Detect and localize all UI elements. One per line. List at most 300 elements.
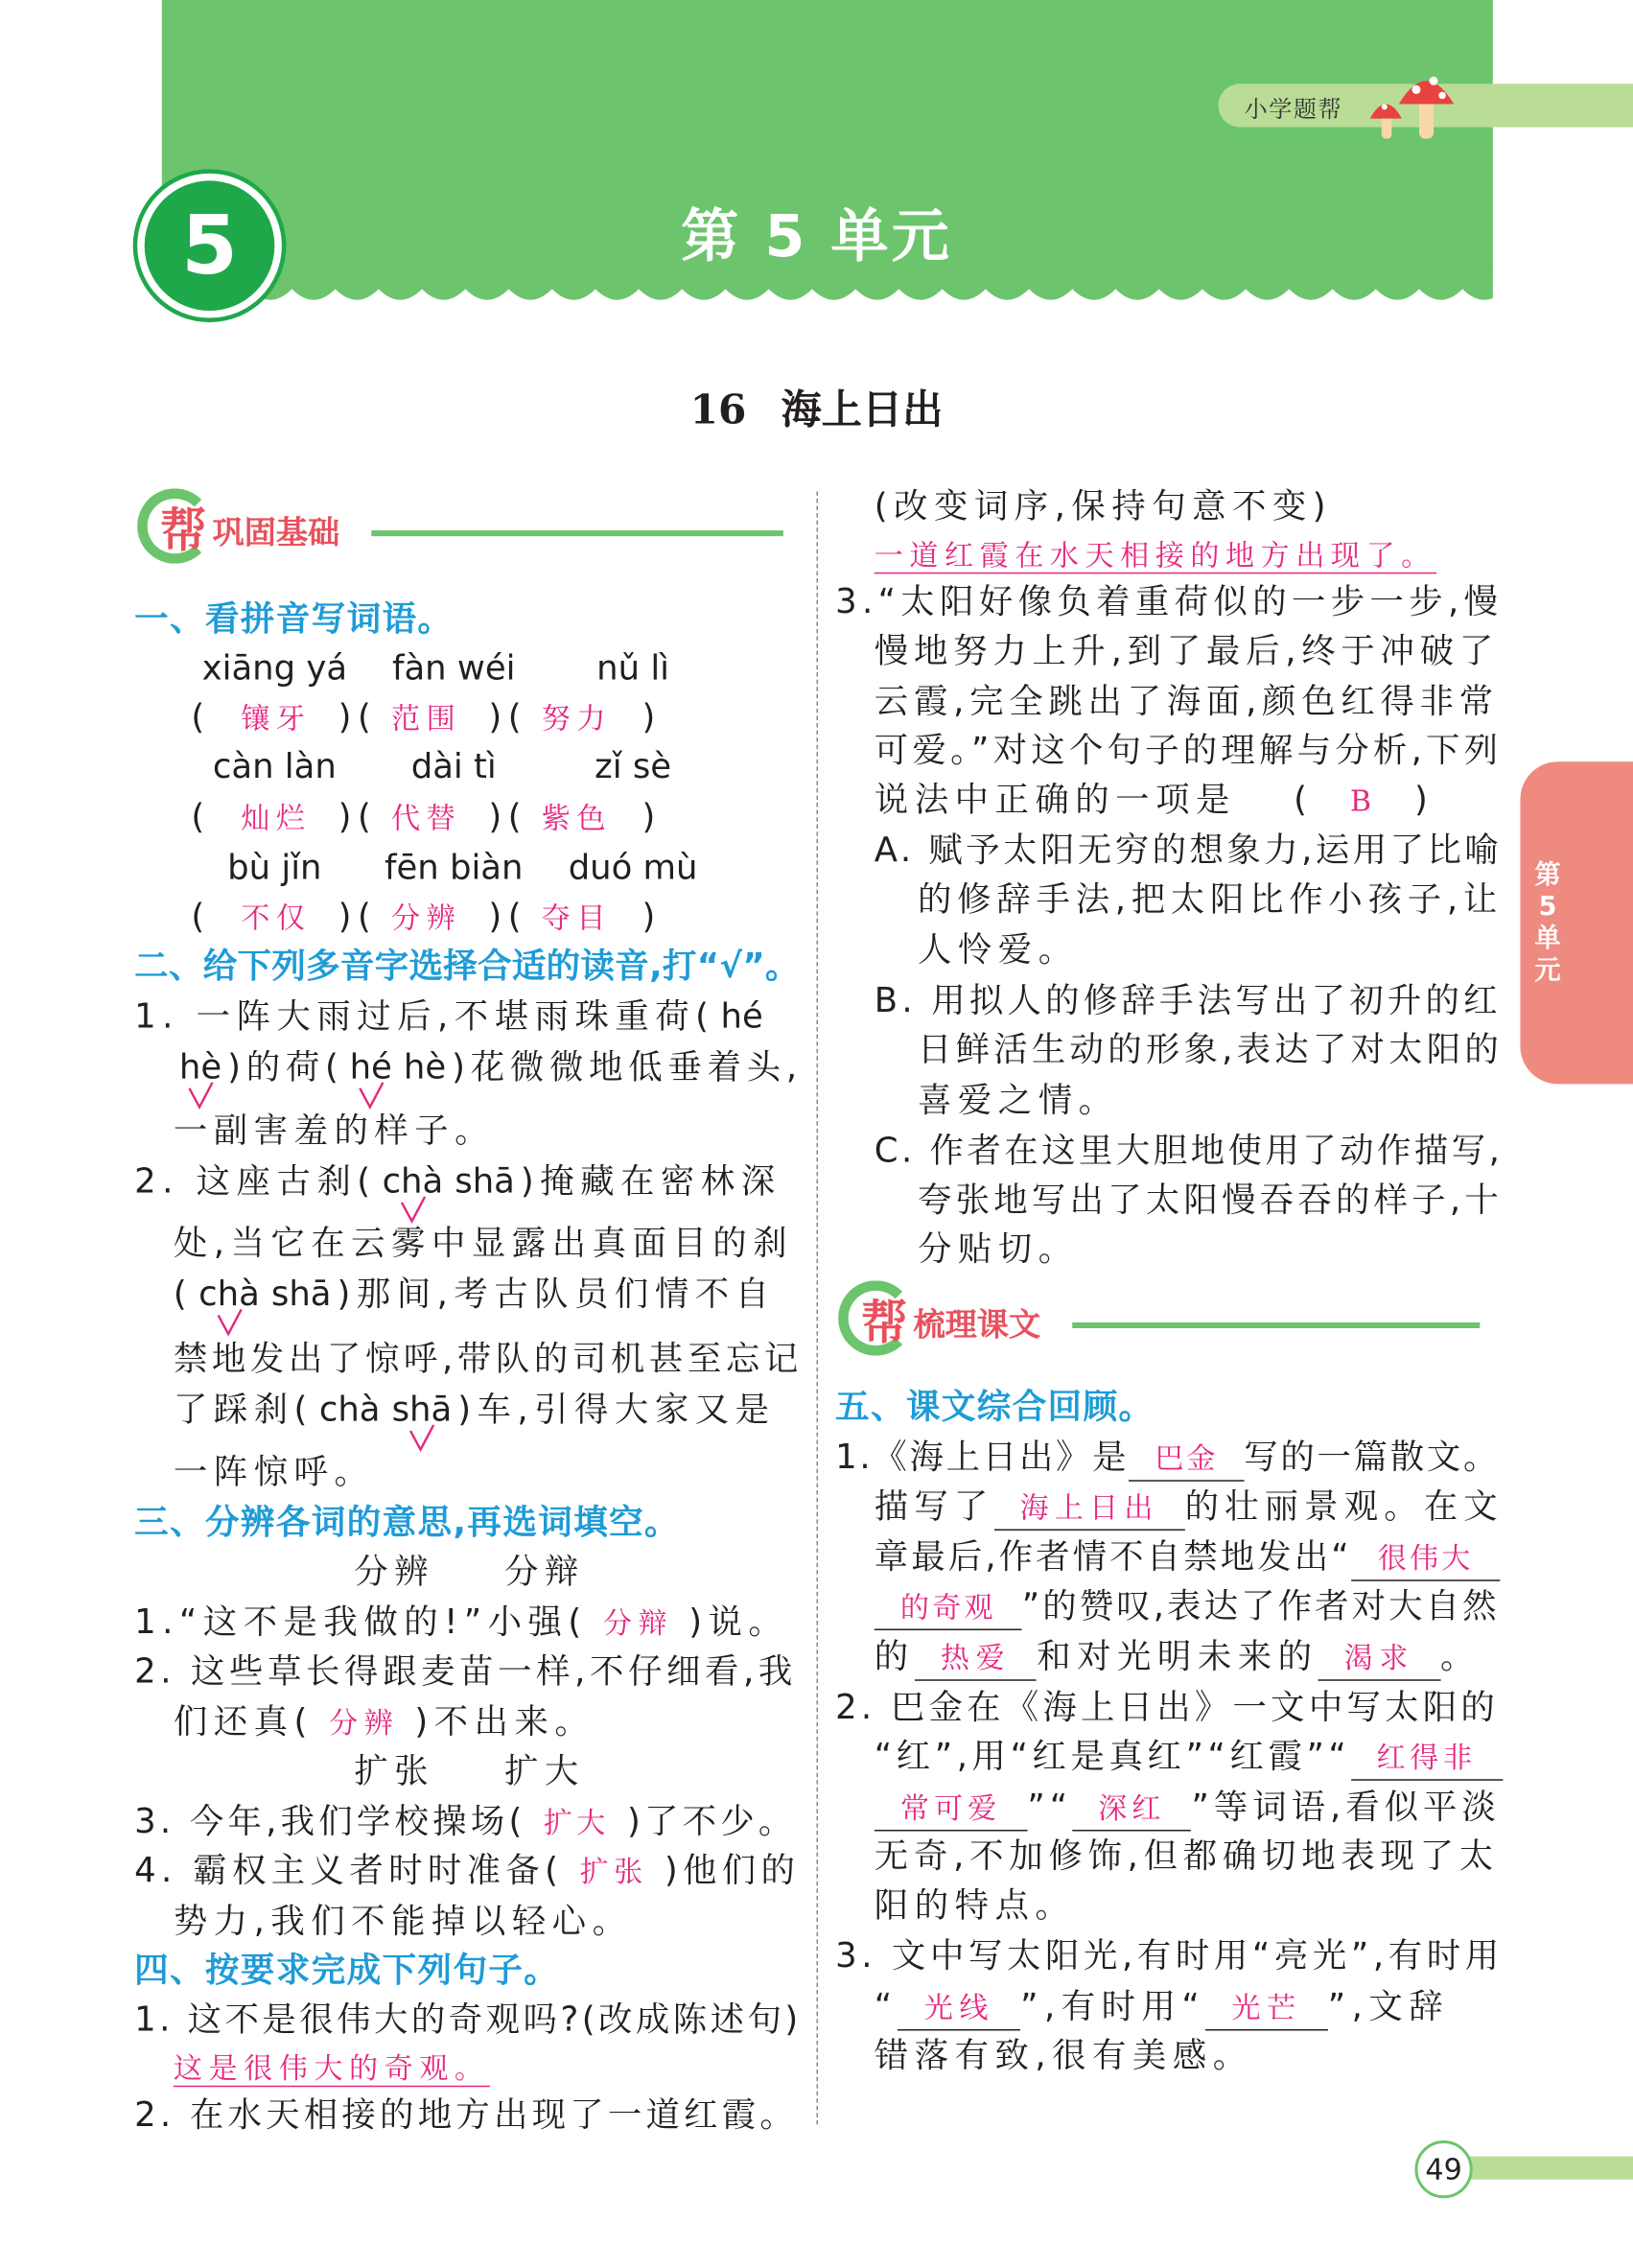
choices-line — [354, 1547, 654, 1596]
text — [835, 1935, 1504, 1976]
question-heading — [134, 594, 453, 643]
pinyin — [185, 843, 364, 892]
answer — [525, 1798, 626, 1847]
text-text: A. 赋予太阳无穷的想象力,运用了比喻 — [874, 830, 1503, 871]
text — [134, 1950, 559, 1990]
fill-blank-answer — [875, 1585, 1022, 1630]
pinyin-text: shā — [455, 1160, 515, 1202]
text-text: )( — [488, 696, 527, 737]
answer — [314, 1698, 414, 1747]
answer-text: 范围 — [390, 700, 462, 737]
written-answer — [174, 2051, 490, 2088]
text-text: C. 作者在这里大胆地使用了动作描写, — [874, 1130, 1504, 1171]
fill-blank-answer — [993, 1485, 1184, 1531]
text-text: 一阵惊呼。 — [173, 1451, 375, 1492]
text — [875, 1884, 1075, 1925]
text-line — [875, 1981, 1449, 2030]
text-text: 描写了 — [874, 1485, 994, 1527]
section-rule — [371, 530, 783, 536]
text — [1192, 1787, 1501, 1827]
pinyin — [350, 1042, 392, 1091]
answer — [364, 793, 489, 842]
text-line — [174, 1696, 595, 1745]
text — [875, 1131, 1504, 1171]
answer-text: 分辨 — [328, 1705, 400, 1741]
fill-blank-answer — [1072, 1787, 1192, 1832]
text-line — [875, 676, 1499, 725]
fill-blank-answer-text: 海上日出 — [1019, 1489, 1159, 1525]
mushroom-icon — [1359, 58, 1475, 144]
fill-blank-answer — [875, 1787, 1028, 1832]
text-line — [875, 975, 1502, 1024]
unit-number-badge: 5 — [145, 180, 275, 311]
text-line — [875, 1831, 1499, 1880]
answer-text: 不仅 — [241, 900, 312, 936]
text — [835, 1386, 1154, 1426]
text — [134, 946, 800, 986]
pinyin — [721, 992, 763, 1040]
text — [1294, 779, 1313, 819]
pinyin-text: hè — [178, 1046, 222, 1087]
fill-blank-answer-text: 深红 — [1098, 1790, 1166, 1826]
text — [174, 1901, 633, 1941]
text-text: 扩大 — [503, 1750, 585, 1791]
text-line — [918, 925, 1079, 974]
text-text: ”,有时用“ — [1020, 1985, 1206, 2026]
answer — [214, 693, 338, 742]
fill-blank-answer-text: 巴金 — [1155, 1440, 1219, 1476]
text-text: 了踩刹( — [173, 1389, 314, 1430]
answer-text: 分辩 — [602, 1605, 674, 1641]
fill-blank-answer-text: 红得非 — [1376, 1740, 1477, 1775]
pinyin-text: càn làn — [212, 745, 337, 786]
text-text: )( — [488, 896, 527, 937]
choices-line — [354, 1746, 654, 1795]
text-text: )不出来。 — [414, 1700, 595, 1742]
text-text: 分辩 — [503, 1551, 585, 1592]
text-text: ( — [191, 696, 211, 737]
text — [134, 598, 453, 639]
fill-blank-answer — [1129, 1437, 1244, 1482]
fill-blank-answer — [1350, 1736, 1502, 1781]
text-text: ”的赞叹,表达了作者对大自然 — [1021, 1585, 1500, 1626]
text — [835, 1437, 1129, 1477]
answer-text: 紫色 — [541, 800, 612, 836]
text-text: 2. 这座古刹( — [134, 1160, 377, 1202]
text-text: 五、课文综合回顾。 — [835, 1386, 1155, 1427]
text — [875, 1636, 915, 1676]
answer — [515, 693, 640, 742]
text — [134, 2094, 798, 2135]
text — [875, 1536, 1352, 1577]
text — [918, 878, 1503, 919]
pinyin-text: nǔ lì — [596, 647, 670, 689]
text-line — [918, 875, 1503, 924]
text — [1022, 1585, 1500, 1625]
text — [134, 1850, 563, 1890]
answer-text: 代替 — [390, 800, 462, 836]
pinyin — [185, 741, 364, 790]
pinyin — [179, 1042, 222, 1091]
text — [134, 1650, 797, 1691]
pinyin-text: chà — [198, 1273, 260, 1314]
section-mark: 帮 — [160, 503, 207, 558]
answer — [214, 793, 338, 842]
text-text: 4. 霸权主义者时时准备( — [134, 1850, 564, 1891]
text-text: )车,引得大家又是 — [457, 1389, 776, 1430]
text — [452, 1046, 803, 1087]
text-line — [875, 2030, 1253, 2079]
text-line — [875, 1581, 1500, 1630]
text — [1037, 1636, 1318, 1676]
text — [338, 892, 378, 941]
text — [174, 1389, 314, 1429]
pinyin-line — [185, 643, 723, 692]
text — [338, 1274, 776, 1314]
text-text: ) — [642, 896, 662, 937]
text-line — [918, 1075, 1118, 1124]
pinyin — [364, 843, 544, 892]
answer-text: 扩大 — [543, 1805, 610, 1840]
answer — [364, 693, 489, 742]
text — [1244, 1437, 1500, 1477]
text — [875, 2035, 1253, 2075]
text-line — [875, 1732, 1503, 1781]
pinyin — [455, 1157, 515, 1205]
pinyin-text: chà — [318, 1389, 381, 1430]
text-text: 的 — [874, 1636, 915, 1677]
text-text: )掩藏在密林深 — [520, 1160, 782, 1202]
text — [875, 830, 1503, 870]
text-text: 夸张地写出了太阳慢吞吞的样子,十 — [918, 1179, 1504, 1220]
check-mark-icon — [408, 1423, 434, 1452]
text-text: 一副害羞的样子。 — [173, 1110, 496, 1151]
text — [639, 692, 665, 741]
text — [875, 1835, 1499, 1876]
section-rule — [1072, 1322, 1480, 1328]
text-text: 势力,我们不能掉以轻心。 — [173, 1900, 633, 1942]
pinyin-text: bù jǐn — [227, 847, 322, 888]
text — [457, 1389, 775, 1429]
text-line — [134, 1597, 788, 1646]
text — [134, 1160, 376, 1201]
text-text: 3. 今年,我们学校操场( — [134, 1800, 526, 1842]
text-text: )( — [338, 796, 378, 837]
text-text: 一、看拼音写词语。 — [134, 597, 454, 640]
answer-text: 努力 — [541, 700, 612, 737]
pinyin — [364, 643, 544, 692]
text-text: 分贴切。 — [918, 1228, 1079, 1270]
answer — [588, 1599, 688, 1648]
page-number: 49 — [1414, 2140, 1472, 2198]
text-text: 的壮丽景观。在文 — [1184, 1485, 1504, 1527]
text-text: (改变词序,保持句意不变) — [874, 485, 1333, 526]
text-line — [174, 1269, 776, 1318]
text-line — [875, 626, 1499, 675]
text-line — [875, 1532, 1500, 1581]
answer-text: 分辨 — [390, 900, 462, 936]
pinyin — [392, 1385, 453, 1434]
text-text: 们还真( — [173, 1700, 314, 1742]
side-tab-label: 第5单元 — [1534, 859, 1561, 986]
text-text: )他们的 — [664, 1850, 801, 1891]
text — [875, 1736, 1351, 1776]
text — [835, 581, 1503, 621]
fill-blank-answer — [915, 1636, 1038, 1681]
fill-blank-answer — [1205, 1986, 1328, 2031]
text — [338, 692, 378, 741]
text — [875, 779, 1236, 819]
text-line — [134, 1796, 796, 1845]
text-line — [134, 1647, 797, 1695]
text-line — [174, 1218, 793, 1267]
answer — [515, 793, 640, 842]
pinyin-text: shā — [270, 1273, 332, 1314]
text — [354, 1746, 504, 1795]
fill-blank-answer — [1318, 1636, 1441, 1681]
fill-blank-answer — [898, 1986, 1021, 2031]
pinyin-text: xiāng yá — [201, 647, 348, 689]
text-text: 扩张 — [354, 1750, 435, 1791]
answer — [515, 893, 640, 942]
column-divider — [817, 491, 819, 2124]
text-text: 可爱。”对这个句子的理解与分析,下列 — [874, 730, 1503, 771]
text-text: 2. 这些草长得跟麦苗一样,不仔细看,我 — [134, 1650, 797, 1692]
text — [188, 892, 214, 941]
lesson-name: 海上日出 — [781, 386, 944, 434]
text — [1027, 1787, 1072, 1827]
pinyin — [383, 1157, 444, 1205]
text-text: 1.“这不是我做的!”小强( — [134, 1601, 588, 1643]
check-mark-icon — [216, 1308, 242, 1337]
text-text: ) — [642, 696, 662, 737]
text — [665, 1850, 800, 1890]
text-line — [875, 1782, 1501, 1831]
pinyin-text: fàn wéi — [391, 647, 516, 689]
text-text: 2. 巴金在《海上日出》一文中写太阳的 — [835, 1686, 1500, 1727]
text-text: 人怜爱。 — [918, 929, 1079, 970]
text-line — [174, 1385, 776, 1434]
text-text: ) — [1413, 779, 1435, 820]
text-text: ) — [642, 796, 662, 837]
text — [134, 1602, 588, 1642]
text — [338, 792, 378, 841]
question-heading — [134, 1497, 680, 1546]
pinyin-text: zǐ sè — [595, 745, 672, 786]
text-text: 1. 这不是很伟大的奇观吗?(改成陈述句) — [134, 1999, 802, 2040]
text — [174, 1274, 193, 1314]
answer-text: 灿烂 — [241, 800, 312, 836]
answer — [563, 1847, 664, 1896]
text-text: ( — [1294, 779, 1314, 820]
text — [875, 681, 1499, 721]
text — [918, 1080, 1118, 1120]
brand-label: 小学题帮 — [1244, 95, 1343, 124]
text-line — [875, 1632, 1481, 1681]
choice-line — [875, 775, 1434, 824]
text-line — [174, 1106, 495, 1155]
question-heading — [835, 1382, 1154, 1431]
unit-side-tab — [1520, 761, 1633, 1084]
section-header-review — [838, 1280, 1488, 1352]
unit-title: 第 5 单元 — [681, 203, 952, 270]
fill-blank-answer-text: 渴求 — [1343, 1640, 1414, 1675]
section-header-consolidate — [137, 488, 787, 560]
fill-blank-answer-text: 光芒 — [1231, 1990, 1302, 2025]
lesson-number: 16 — [689, 386, 747, 434]
text — [639, 792, 665, 841]
pinyin-text: duó mù — [568, 847, 698, 888]
text-text: )了不少。 — [626, 1800, 797, 1842]
text-line — [875, 726, 1503, 775]
text-text: ”,文辞 — [1327, 1985, 1450, 2026]
text — [918, 929, 1079, 970]
text-text: 3.“太阳好像负着重荷似的一步一步,慢 — [835, 580, 1504, 622]
text — [875, 1986, 898, 2026]
fill-blank-answer-text: 很伟大 — [1377, 1540, 1474, 1576]
text — [627, 1801, 797, 1841]
text — [1440, 1636, 1481, 1676]
text-text: ( — [173, 1273, 194, 1314]
written-answer-text: 这是很伟大的奇观。 — [173, 2050, 490, 2086]
text-text: 分辨 — [354, 1551, 435, 1592]
text-text: ”“ — [1027, 1786, 1073, 1827]
text-text: 日鲜活生动的形象,表达了对太阳的 — [918, 1029, 1504, 1070]
answer-text: 夺目 — [541, 900, 612, 936]
text-line — [835, 1682, 1499, 1731]
text — [875, 730, 1503, 770]
text-text: )的荷( — [227, 1046, 344, 1087]
answers-line — [188, 792, 665, 841]
text — [504, 1547, 655, 1596]
pinyin-text: chà — [382, 1160, 444, 1202]
text-text: 三、分辨各词的意思,再选词填空。 — [134, 1501, 680, 1543]
section-label: 梳理课文 — [913, 1307, 1041, 1344]
text-line — [875, 826, 1503, 875]
pinyin-text: shā — [391, 1389, 453, 1430]
text — [488, 792, 527, 841]
text-text: )花微微地低垂着头, — [452, 1046, 803, 1087]
text-text: 1. 一阵大雨过后,不堪雨珠重荷( — [134, 995, 715, 1037]
text — [875, 980, 1502, 1020]
text — [188, 792, 214, 841]
text — [134, 1801, 525, 1841]
text-text: 1.《海上日出》是 — [835, 1437, 1130, 1478]
text-text: ( — [191, 796, 211, 837]
text-line — [134, 1157, 781, 1205]
text — [488, 692, 527, 741]
text-line — [134, 1995, 802, 2044]
pinyin — [271, 1269, 332, 1318]
text — [134, 1502, 680, 1542]
written-answer — [875, 538, 1436, 574]
fill-blank-answer — [1352, 1536, 1500, 1581]
text — [174, 1339, 803, 1379]
text-text: 慢地努力上升,到了最后,终于冲破了 — [874, 630, 1499, 671]
text-text: 处,当它在云雾中显露出真面目的刹 — [173, 1223, 794, 1264]
pinyin-text: fēn biàn — [385, 847, 524, 888]
text — [875, 485, 1332, 526]
text-text: 写的一篇散文。 — [1244, 1437, 1501, 1478]
text-text: )( — [338, 696, 378, 737]
fill-blank-answer-text: 热爱 — [940, 1640, 1012, 1675]
text — [188, 692, 214, 741]
pinyin — [185, 643, 364, 692]
text-line — [918, 1025, 1503, 1074]
text-line — [134, 992, 769, 1040]
pinyin — [198, 1269, 260, 1318]
text-text: 云霞,完全跳出了海面,颜色红得非常 — [874, 680, 1499, 722]
text-text: 错落有致,很有美感。 — [874, 2034, 1253, 2076]
text-text: B. 用拟人的修辞手法写出了初升的红 — [874, 979, 1502, 1021]
text-text: 说法中正确的一项是 — [874, 779, 1236, 820]
text-text: 无奇,不加修饰,但都确切地表现了太 — [874, 1835, 1499, 1877]
fill-blank-answer-text: 常可爱 — [899, 1790, 1002, 1826]
text — [639, 892, 665, 941]
pinyin — [404, 1042, 446, 1091]
answer-text: 镶牙 — [241, 700, 312, 737]
text-text: “ — [874, 1985, 898, 2026]
pinyin — [319, 1385, 381, 1434]
text-text: )( — [488, 796, 527, 837]
text — [918, 1180, 1503, 1220]
text-line — [174, 1896, 633, 1945]
text-text: 二、给下列多音字选择合适的读音,打“√”。 — [134, 945, 800, 986]
pinyin-line — [185, 741, 723, 790]
text — [174, 1701, 314, 1742]
answer — [364, 893, 489, 942]
text — [504, 1746, 655, 1795]
pinyin — [544, 741, 723, 790]
text — [227, 1046, 343, 1087]
text — [1414, 779, 1434, 819]
question-heading — [134, 941, 800, 990]
pinyin — [544, 843, 723, 892]
text-line — [875, 1881, 1075, 1929]
pinyin-text: hè — [403, 1046, 447, 1087]
text-line — [134, 1846, 800, 1895]
text-text: 和对光明未来的 — [1037, 1636, 1318, 1677]
text — [521, 1160, 782, 1201]
text — [875, 630, 1499, 670]
section-mark: 帮 — [861, 1295, 908, 1350]
banner-wave — [162, 268, 1493, 311]
page-number-bar — [1445, 2157, 1633, 2180]
pinyin-line — [185, 843, 723, 892]
answer — [214, 893, 338, 942]
text — [354, 1547, 504, 1596]
text-text: 。 — [1440, 1636, 1481, 1677]
text-line — [875, 1126, 1504, 1175]
answer — [1313, 776, 1413, 825]
pinyin-text: hé — [349, 1046, 392, 1087]
text-line — [918, 1175, 1503, 1224]
text-text: )说。 — [688, 1601, 789, 1643]
lesson-title — [578, 379, 1055, 436]
text-line — [174, 2043, 490, 2092]
fill-blank-answer-text: 的奇观 — [899, 1589, 996, 1625]
answers-line — [188, 892, 665, 941]
text — [414, 1701, 595, 1742]
text-text: 章最后,作者情不自禁地发出“ — [874, 1536, 1352, 1578]
text-text: 禁地发出了惊呼,带队的司机甚至忘记 — [173, 1338, 803, 1379]
text — [134, 995, 714, 1036]
text-line — [835, 1930, 1504, 1979]
text-text: 阳的特点。 — [874, 1884, 1076, 1926]
text-line — [918, 1225, 1079, 1274]
text-line — [174, 1447, 374, 1496]
text-line — [875, 1482, 1504, 1531]
